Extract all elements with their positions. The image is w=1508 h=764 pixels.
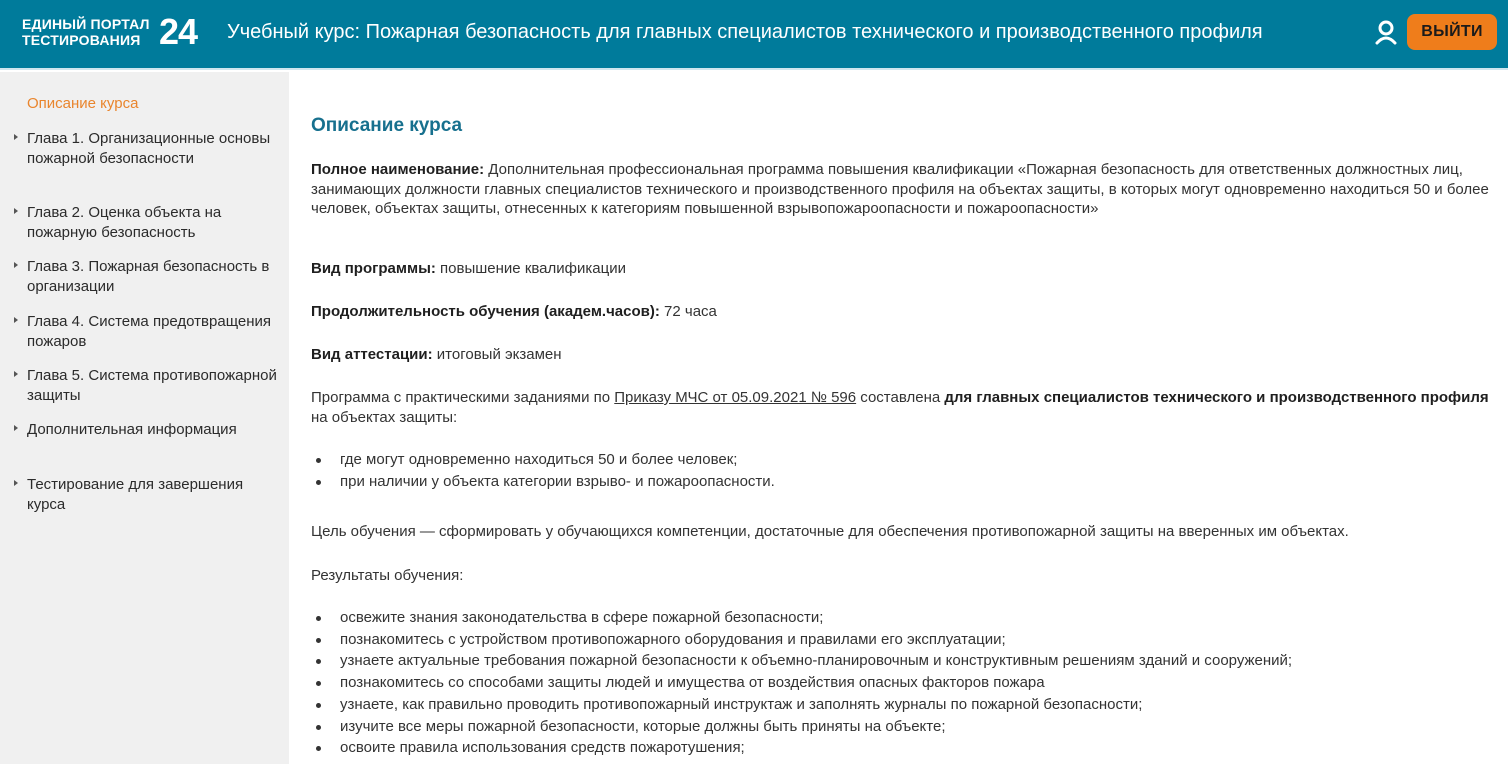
- program-target: для главных специалистов технического и производственного профиля: [944, 389, 1489, 406]
- chevron-right-icon: [14, 480, 18, 486]
- sidebar-item-label: Глава 3. Пожарная безопасность в организации: [27, 258, 270, 295]
- sidebar-item-label: Описание курса: [27, 95, 139, 112]
- course-description: [289, 72, 1508, 764]
- course-title: Учебный курс: Пожарная безопасность для главных специалистов технического и производственного профиля: [227, 21, 1263, 43]
- sidebar-item-additional-info[interactable]: [27, 420, 277, 440]
- list-item: при наличии у объекта категории взрыво- и пожароопасности.: [311, 471, 1501, 493]
- full-name-value: Дополнительная профессиональная программа повышения квалификации «Пожарная безопасность для ответственных должностных лиц, занимающих должности главных специалистов технического и производственного профиля на объектах защиты, в которых могут одновременно находиться 50 и более человек, объектах защиты, отнесенных к категориям повышенной взрывопожароопасности и пожароопасности»: [311, 161, 1489, 217]
- chevron-right-icon: [14, 425, 18, 431]
- chevron-right-icon: [14, 134, 18, 140]
- program-text: на объектах защиты:: [311, 408, 458, 426]
- sidebar-item-chapter-2[interactable]: [27, 203, 277, 242]
- logo-number: 24: [159, 11, 198, 52]
- list-item: освежите знания законодательства в сфере пожарной безопасности;: [311, 607, 1501, 629]
- program-type-label: Вид программы:: [311, 260, 436, 277]
- logo-text-line2: ТЕСТИРОВАНИЯ: [22, 32, 141, 48]
- sidebar-item-chapter-5[interactable]: [27, 366, 277, 405]
- sidebar-item-label: Глава 5. Система противопожарной защиты: [27, 367, 277, 404]
- sidebar-item-label: Дополнительная информация: [27, 421, 237, 438]
- program-paragraph: [311, 388, 1491, 427]
- duration-value: 72 часа: [659, 303, 717, 320]
- sidebar-item-chapter-4[interactable]: [27, 312, 277, 351]
- sidebar-item-label: Тестирование для завершения курса: [27, 476, 244, 513]
- sidebar-item-label: Глава 4. Система предотвращения пожаров: [27, 313, 272, 350]
- list-item: узнаете актуальные требования пожарной безопасности к объемно-планировочным и конструктивным решениям зданий и сооружений;: [311, 650, 1501, 672]
- sidebar-item-final-test[interactable]: [27, 475, 277, 514]
- chevron-right-icon: [14, 208, 18, 214]
- program-type-value: повышение квалификации: [435, 260, 626, 277]
- attestation-paragraph: [311, 345, 1491, 365]
- chevron-right-icon: [14, 262, 18, 268]
- top-header: [0, 0, 1508, 70]
- attestation-value: итоговый экзамен: [432, 346, 562, 363]
- list-item: освоите правила использования средств пожаротушения;: [311, 737, 1501, 759]
- list-item: изучите все меры пожарной безопасности, которые должны быть приняты на объекте;: [311, 716, 1501, 738]
- results-label: Результаты обучения:: [311, 567, 464, 584]
- list-item: познакомитесь со способами защиты людей и имущества от воздействия опасных факторов пожара: [311, 672, 1501, 694]
- list-item: узнаете, как правильно проводить противопожарный инструктаж и заполнять журналы по пожарной безопасности;: [311, 694, 1501, 716]
- sidebar-item-chapter-1[interactable]: [27, 129, 277, 168]
- chevron-right-icon: [14, 371, 18, 377]
- order-link[interactable]: Приказу МЧС от 05.09.2021 № 596: [614, 389, 857, 406]
- chevron-right-icon: [14, 317, 18, 323]
- conditions-list: [311, 449, 1501, 492]
- program-text: Программа с практическими заданиями по: [311, 389, 615, 406]
- attestation-label: Вид аттестации:: [311, 346, 433, 363]
- sidebar-item-label: Глава 1. Организационные основы пожарной безопасности: [27, 130, 271, 167]
- program-text: составлена: [856, 389, 945, 406]
- full-name-paragraph: [311, 160, 1491, 219]
- full-name-label: Полное наименование:: [311, 161, 485, 178]
- sidebar-item-chapter-3[interactable]: [27, 257, 277, 296]
- list-item: где могут одновременно находиться 50 и более человек;: [311, 449, 1501, 471]
- sidebar-item-description[interactable]: [27, 94, 277, 114]
- user-icon[interactable]: [1374, 20, 1398, 46]
- results-list: [311, 607, 1501, 759]
- logo-text-line1: ЕДИНЫЙ ПОРТАЛ: [22, 16, 150, 32]
- course-sidebar: [0, 72, 289, 764]
- goal-paragraph: Цель обучения — сформировать у обучающихся компетенции, достаточные для обеспечения противопожарной защиты на вверенных им объектах.: [311, 523, 1349, 540]
- duration-label: Продолжительность обучения (академ.часов):: [311, 303, 660, 320]
- page-title: Описание курса: [311, 115, 463, 136]
- list-item: познакомитесь с устройством противопожарного оборудования и правилами его эксплуатации;: [311, 629, 1501, 651]
- program-type-paragraph: [311, 259, 1491, 279]
- duration-paragraph: [311, 302, 1491, 322]
- sidebar-item-label: Глава 2. Оценка объекта на пожарную безопасность: [27, 204, 222, 241]
- logout-button[interactable]: ВЫЙТИ: [1407, 14, 1497, 50]
